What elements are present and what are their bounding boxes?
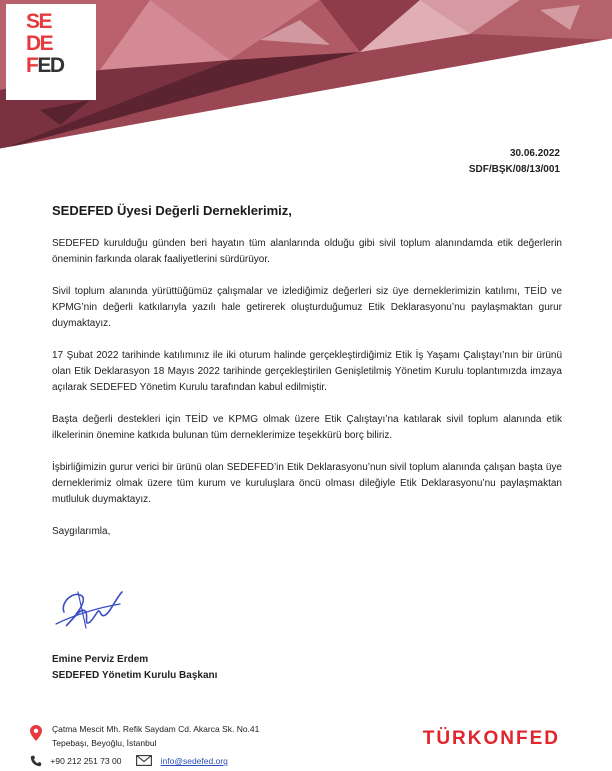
paragraph-2: Sivil toplum alanında yürüttüğümüz çalışmalar ve izlediğimiz değerleri siz üye derneklerimizin katılımı, TEİD ve KPMG’nin değerli katkılarıyla yazılı hale getirerek oluşturduğumuz Etik Deklarasyonu’nu paylaşmaktan gurur duymaktayız. xyxy=(52,286,562,329)
turkonfed-logo: TÜRKONFED xyxy=(422,728,560,749)
letter-body xyxy=(52,236,562,556)
salutation: SEDEFED Üyesi Değerli Derneklerimiz, xyxy=(52,203,292,218)
phone-number: +90 212 251 73 00 xyxy=(50,755,122,766)
handwritten-signature xyxy=(52,582,126,634)
signer-name: Emine Perviz Erdem xyxy=(52,654,149,665)
logo-line-1: SE xyxy=(26,10,52,33)
logo-line-3: FED xyxy=(26,54,64,77)
paragraph-4: Başta değerli destekleri için TEİD ve KPMG olmak üzere Etik Çalıştayı’na katılarak sivil toplum alanında etik ilkelerinin önemine katkıda bulunan tüm derneklerimize teşekkürü borç biliriz. xyxy=(52,414,562,441)
reference-number: SDF/BŞK/08/13/001 xyxy=(468,164,560,175)
document-date: 30.06.2022 xyxy=(509,148,560,159)
paragraph-1: SEDEFED kurulduğu günden beri hayatın tüm alanlarında olduğu gibi sivil toplum alanındamda etik değerlerin öneminin farkında olarak faaliyetlerini sürdürüyor. xyxy=(52,238,562,265)
envelope-icon xyxy=(136,755,152,766)
signer-block xyxy=(52,652,217,684)
footer xyxy=(0,718,612,771)
paragraph-3: 17 Şubat 2022 tarihinde katılımınız ile iki oturum halinde gerçekleştirdiğimiz Etik İş Yaşamı Çalıştayı’nın bir ürünü olan Etik Deklarasyon 18 Mayıs 2022 tarihinde gerçekleştirilen Genişletilmiş Yönetim Kurulu toplantımızda imzaya açılarak SEDEFED Yönetim Kurulu tarafından kabul edilmiştir. xyxy=(52,350,562,393)
address-line-1: Çatma Mescit Mh. Refik Saydam Cd. Akarca Sk. No.41 xyxy=(52,724,260,734)
document-meta xyxy=(469,146,560,178)
address-line-2: Tepebaşı, Beyoğlu, İstanbul xyxy=(52,738,157,748)
closing: Saygılarımla, xyxy=(52,526,111,537)
email-link[interactable]: info@sedefed.org xyxy=(160,755,228,766)
contact-line xyxy=(30,754,228,767)
location-pin-icon xyxy=(30,725,42,741)
logo-line-2: DE xyxy=(26,32,53,55)
paragraph-5: İşbirliğimizin gurur verici bir ürünü olan SEDEFED’in Etik Deklarasyonu’nun sivil toplum alanında çalışan başta üye derneklerimiz olmak üzere tüm kurum ve kuruluşlara öncü olması dileğiyle Etik Deklarasyonu’nu paylaşmaktan mutluluk duymaktayız. xyxy=(52,462,562,505)
signer-title: SEDEFED Yönetim Kurulu Başkanı xyxy=(52,670,218,681)
phone-icon xyxy=(30,755,42,767)
sedefed-logo xyxy=(6,4,96,100)
